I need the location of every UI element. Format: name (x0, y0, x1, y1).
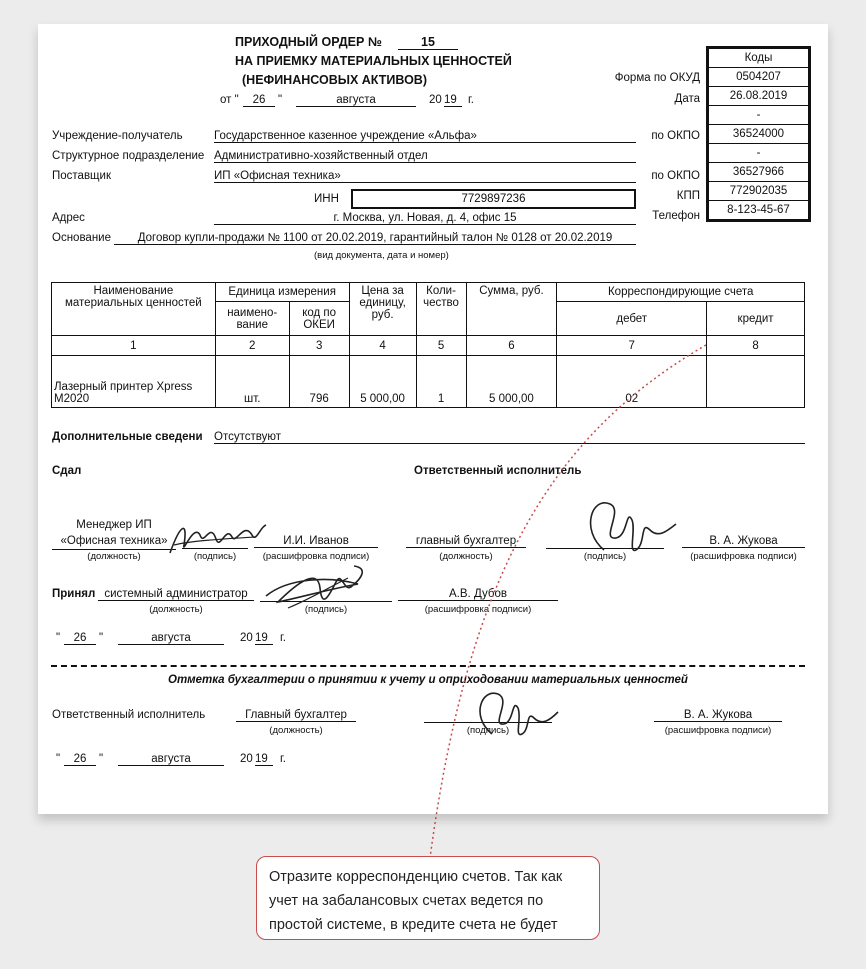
okpo2-value: 36527966 (709, 163, 809, 182)
date2-quote-close: " (99, 632, 104, 644)
date-month: августа (296, 94, 416, 107)
blank-value: - (709, 106, 809, 125)
hint-position: (должность) (149, 604, 203, 615)
title-line3: (НЕФИНАНСОВЫХ АКТИВОВ) (242, 73, 427, 87)
date3-year-suffix: г. (280, 753, 286, 765)
row-sum: 5 000,00 (466, 356, 557, 408)
inn-value: 7729897236 (351, 189, 636, 209)
basis-value: Договор купли-продажи № 1100 от 20.02.2019, гарантийный талон № 0128 от 20.02.2019 (114, 232, 636, 245)
col-num: 2 (215, 336, 289, 356)
header-qty: Коли-чество (416, 283, 466, 336)
accounting-position: Главный бухгалтер (236, 709, 356, 722)
hint-signature: (подпись) (466, 725, 510, 736)
col-num: 1 (52, 336, 216, 356)
row-name: Лазерный принтер Xpress M2020 (52, 356, 216, 408)
phone-value: 8-123-45-67 (709, 201, 809, 220)
col-num: 7 (557, 336, 707, 356)
row-price: 5 000,00 (349, 356, 416, 408)
okpo2-label: по ОКПО (651, 170, 700, 182)
hint-position: (должность) (439, 551, 493, 562)
hint-decode: (расшифровка подписи) (690, 551, 797, 562)
row-debit: 02 (557, 356, 707, 408)
date-day: 26 (243, 94, 275, 107)
handed-label: Сдал (52, 465, 82, 477)
row-code: 796 (289, 356, 349, 408)
resp-position: главный бухгалтер (406, 535, 526, 548)
header-unit-name: наимено-вание (215, 302, 289, 336)
blank2-value: - (709, 144, 809, 163)
title-line2: НА ПРИЕМКУ МАТЕРИАЛЬНЫХ ЦЕННОСТЕЙ (235, 54, 512, 68)
date2-year: 19 (255, 632, 273, 645)
accepted-label: Принял (52, 588, 96, 600)
handed-position: Менеджер ИП «Офисная техника» (52, 517, 176, 550)
hint-signature: (подпись) (304, 604, 348, 615)
recipient-label: Учреждение-получатель (52, 130, 183, 142)
order-number: 15 (398, 35, 458, 50)
header-unit-code: код по ОКЕИ (289, 302, 349, 336)
resp-name: В. А. Жукова (682, 535, 805, 548)
accounting-title: Отметка бухгалтерии о принятии к учету и оприходовании материальных ценностей (168, 674, 688, 686)
date-year: 19 (444, 94, 462, 107)
responsible-label: Ответственный исполнитель (414, 465, 582, 477)
extra-value: Отсутствуют (214, 431, 805, 444)
division-value: Административно-хозяйственный отдел (214, 150, 636, 163)
col-num: 5 (416, 336, 466, 356)
date-quote: " (278, 94, 283, 106)
date2-day: 26 (64, 632, 96, 645)
basis-hint: (вид документа, дата и номер) (314, 250, 449, 261)
header-price: Цена за единицу, руб. (349, 283, 416, 336)
header-name: Наименование материальных ценностей (52, 283, 216, 336)
header-sum: Сумма, руб. (466, 283, 557, 336)
codes-header: Коды (709, 49, 809, 68)
header-credit: кредит (707, 302, 805, 336)
date2-year-prefix: 20 (240, 632, 253, 644)
recipient-value: Государственное казенное учреждение «Альфа» (214, 130, 636, 143)
date-prefix: от " (220, 94, 239, 106)
handed-name: И.И. Иванов (254, 535, 378, 548)
accounting-name: В. А. Жукова (654, 709, 782, 722)
col-num: 8 (707, 336, 805, 356)
title-line1: ПРИХОДНЫЙ ОРДЕР № (235, 35, 382, 49)
header-corr: Корреспондирующие счета (557, 283, 805, 302)
date2-year-suffix: г. (280, 632, 286, 644)
hint-signature: (подпись) (193, 551, 237, 562)
kpp-label: КПП (676, 190, 700, 202)
date3-quote-open: " (56, 753, 61, 765)
hint-position: (должность) (269, 725, 323, 736)
accounting-resp-label: Ответственный исполнитель (52, 709, 206, 721)
date2-month: августа (118, 632, 224, 645)
hint-decode: (расшифровка подписи) (424, 604, 532, 615)
kpp-value: 772902035 (709, 182, 809, 201)
extra-label: Дополнительные сведени (52, 431, 203, 443)
col-num: 4 (349, 336, 416, 356)
supplier-value: ИП «Офисная техника» (214, 170, 636, 183)
hint-decode: (расшифровка подписи) (664, 725, 772, 736)
hint-position: (должность) (87, 551, 141, 562)
date3-month: августа (118, 753, 224, 766)
address-label: Адрес (52, 212, 85, 224)
date3-year-prefix: 20 (240, 753, 253, 765)
date3-quote-close: " (99, 753, 104, 765)
okpo1-label: по ОКПО (651, 130, 700, 142)
col-num: 3 (289, 336, 349, 356)
address-value: г. Москва, ул. Новая, д. 4, офис 15 (214, 212, 636, 225)
date2-quote-open: " (56, 632, 61, 644)
date-value: 26.08.2019 (709, 87, 809, 106)
date-year-prefix: 20 (429, 94, 442, 106)
header-unit: Единица измерения (215, 283, 349, 302)
date3-year: 19 (255, 753, 273, 766)
okud-label: Форма по ОКУД (614, 72, 700, 84)
callout-note: Отразите корреспонденцию счетов. Так как учет на забалансовых счетах ведется по простой системе, в кредите счета не будет (256, 856, 600, 940)
okud-value: 0504207 (709, 68, 809, 87)
hint-signature: (подпись) (583, 551, 627, 562)
col-num: 6 (466, 336, 557, 356)
division-label: Структурное подразделение (52, 150, 205, 162)
inn-label: ИНН (314, 193, 339, 205)
row-unit: шт. (215, 356, 289, 408)
phone-label: Телефон (652, 210, 700, 222)
date-year-suffix: г. (468, 94, 474, 106)
date3-day: 26 (64, 753, 96, 766)
accepted-position: системный администратор (98, 588, 254, 601)
supplier-label: Поставщик (52, 170, 111, 182)
okpo1-value: 36524000 (709, 125, 809, 144)
hint-decode: (расшифровка подписи) (262, 551, 370, 562)
date-label: Дата (674, 93, 700, 105)
accepted-name: А.В. Дубов (398, 588, 558, 601)
row-qty: 1 (416, 356, 466, 408)
header-debit: дебет (557, 302, 707, 336)
basis-label: Основание (52, 232, 111, 244)
